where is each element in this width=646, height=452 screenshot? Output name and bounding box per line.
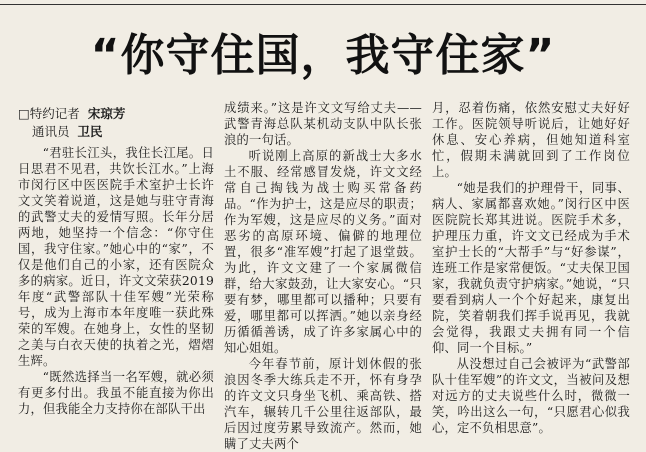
paragraph: “既然选择当一名军嫂，就必须有更多付出。我虽不能直接为你出力，但我能全力支持你在部队干出 bbox=[18, 370, 214, 416]
byline bbox=[18, 105, 218, 141]
top-rule bbox=[0, 4, 646, 5]
byline-correspondent bbox=[18, 123, 218, 141]
headline: “你守住国，我守住家” bbox=[90, 30, 556, 81]
byline-reporter bbox=[18, 105, 218, 123]
article-column-1 bbox=[18, 145, 214, 420]
article-column-2 bbox=[224, 100, 422, 451]
reporter-name: 宋琼芳 bbox=[87, 106, 126, 121]
correspondent-role: 通讯员 bbox=[32, 124, 70, 139]
paragraph: 从没想过自己会被评为“武警部队十佳军嫂”的许文文，当被问及想对远方的丈夫说些什么时，微微一笑，吟出这么一句，“只愿君心似我心，定不负相思意”。 bbox=[432, 357, 630, 435]
paragraph: 成绩来。”这是许文文写给丈夫——武警青海总队某机动支队中队长张浪的一句话。 bbox=[224, 101, 422, 147]
paragraph: 听说刚上高原的新战士大多水土不服、经常感冒发烧，许文文经常自己掏钱为战士购买常备药品。“作为护士，这是应尽的职责；作为军嫂，这是应尽的义务。”面对恶劣的高原环境、偏僻的地理位置，很多“准军嫂”打起了退堂鼓。为此，许文文建了一个家属微信群，给大家鼓劲，让大家安心。“只要有梦，哪里都可以播种；只要有爱，哪里都可以挥洒。”她以亲身经历循循善诱，成了许多家属心中的知心姐姐。 bbox=[224, 149, 422, 355]
correspondent-name: 卫民 bbox=[77, 124, 103, 139]
reporter-role: □特约记者 bbox=[18, 106, 80, 121]
paragraph: 今年春节前，原计划休假的张浪因冬季大练兵走不开，怀有身孕的许文文只身坐飞机、乘高铁、搭汽车，辗转几千公里往返部队，最后因过度劳累导致流产。然而，她瞒了丈夫两个 bbox=[224, 357, 422, 451]
article-column-3 bbox=[432, 100, 630, 435]
paragraph: “她是我们的护理骨干，同事、病人、家属都喜欢她。”闵行区中医医院院长郑其进说。医院手术多，护理压力重，许文文已经成为手术室护士长的“大帮手”与“好参谋”，连班工作是家常便饭。“丈夫保卫国家，我就负责守护病家。”她说，“只要看到病人一个个好起来，康复出院，笑着朝我们挥手说再见，我就会觉得，我跟丈夫拥有同一个信仰、同一个目标。” bbox=[432, 181, 630, 355]
paragraph: 月，忍着伤痛，依然安慰丈夫好好工作。医院领导听说后，让她好好休息、安心养病，但她知道科室忙，假期未满就回到了工作岗位上。 bbox=[432, 101, 630, 179]
paragraph: “君驻长江头，我住长江尾。日日思君不见君，共饮长江水。”上海市闵行区中医医院手术室护士长许文文笑着说道，这是她与驻守青海的武警丈夫的爱情写照。长年分居两地，她坚持一个信念：“你守住国，我守住家。”她心中的“家”，不仅是他们自己的小家，还有医院众多的病家。近日，许文文荣获2019年度“武警部队十佳军嫂”光荣称号，成为上海市本年度唯一获此殊荣的军嫂。在她身上，女性的坚韧之美与白衣天使的执着之光，熠熠生辉。 bbox=[18, 146, 214, 368]
